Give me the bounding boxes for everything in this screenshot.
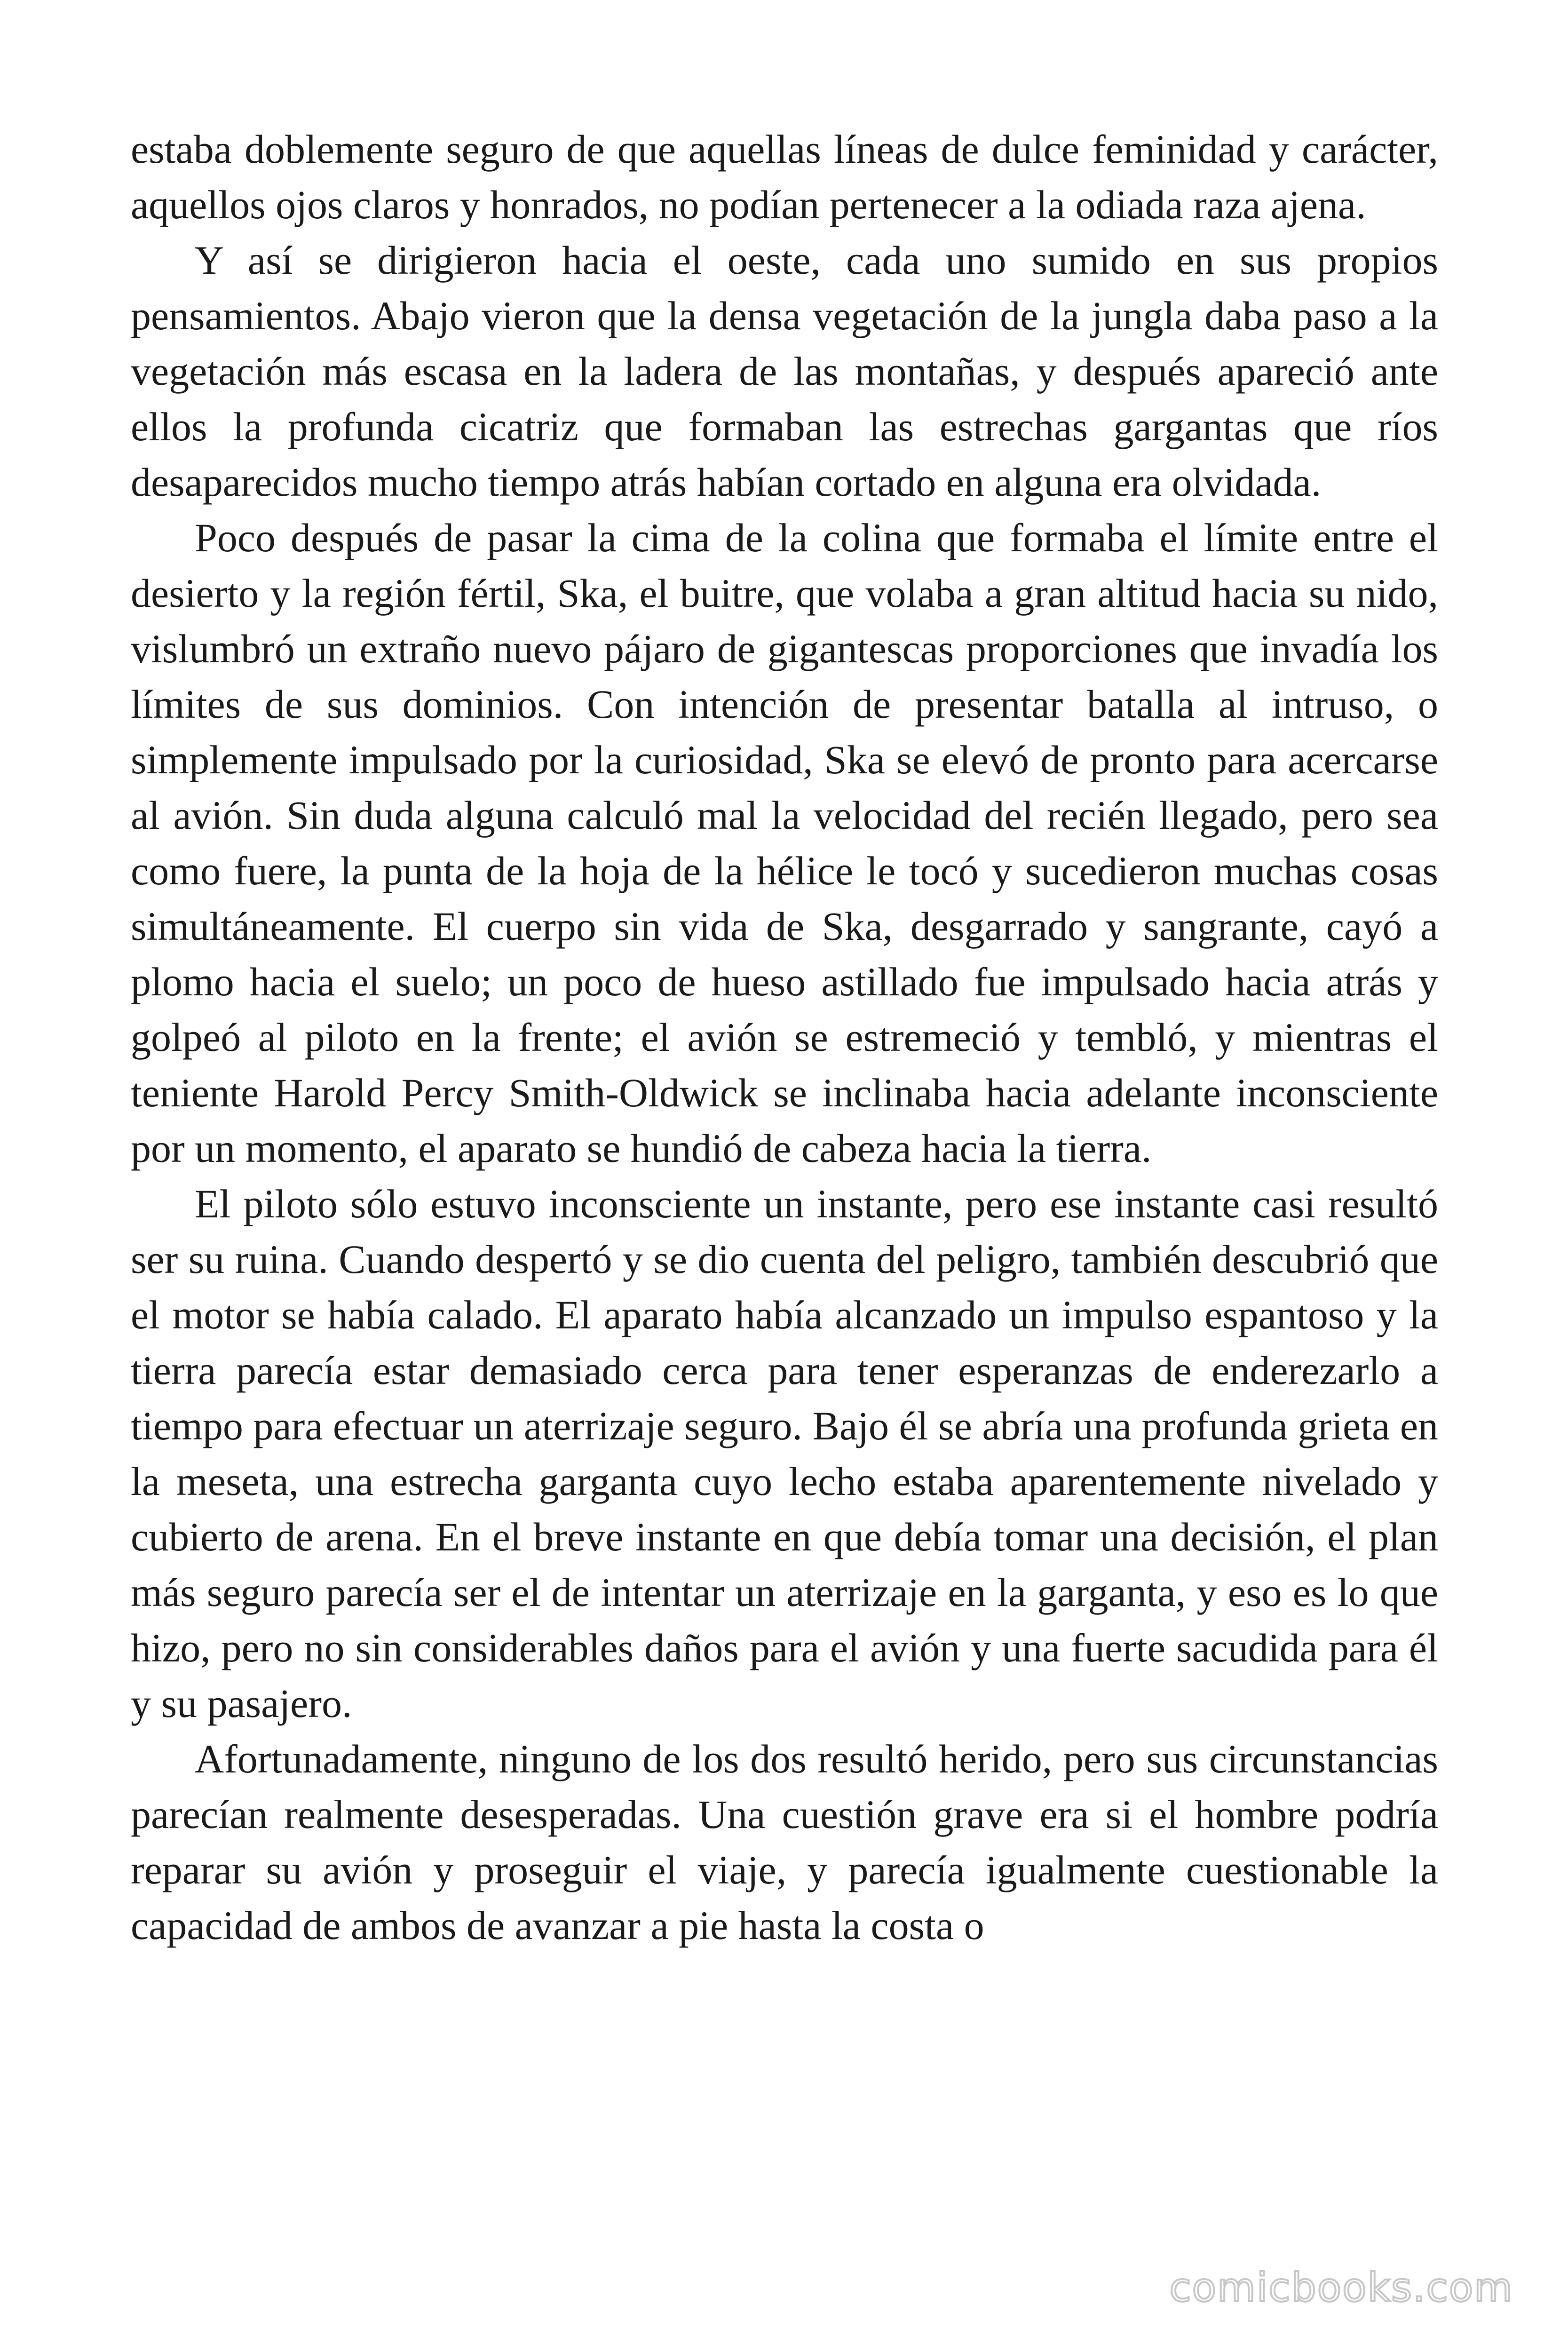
paragraph-1: estaba doblemente seguro de que aquellas líneas de dulce feminidad y carácter, aquellos ojos claros y honrados, no podían pertenecer a la odiada raza ajena.	[131, 127, 1438, 227]
paragraph-4: El piloto sólo estuvo inconsciente un instante, pero ese instante casi resultó ser su ruina. Cuando despertó y se dio cuenta del peligro, también descubrió que el motor se había calado. El aparato había alcanzado un impulso espantoso y la tierra parecía estar demasiado cerca para tener esperanzas de enderezarlo a tiempo para efectuar un aterrizaje seguro. Bajo él se abría una profunda grieta en la meseta, una estrecha garganta cuyo lecho estaba aparentemente nivelado y cubierto de arena. En el breve instante en que debía tomar una decisión, el plan más seguro parecía ser el de intentar un aterrizaje en la garganta, y eso es lo que hizo, pero no sin considerables daños para el avión y una fuerte sacudida para él y su pasajero.	[131, 1181, 1438, 1726]
body-text	[131, 121, 1438, 1953]
paragraph-3: Poco después de pasar la cima de la colina que formaba el límite entre el desierto y la región fértil, Ska, el buitre, que volaba a gran altitud hacia su nido, vislumbró un extraño nuevo pájaro de gigantescas proporciones que invadía los límites de sus dominios. Con intención de presentar batalla al intruso, o simplemente impulsado por la curiosidad, Ska se elevó de pronto para acercarse al avión. Sin duda alguna calculó mal la velocidad del recién llegado, pero sea como fuere, la punta de la hoja de la hélice le tocó y sucedieron muchas cosas simultáneamente. El cuerpo sin vida de Ska, desgarrado y sangrante, cayó a plomo hacia el suelo; un poco de hueso astillado fue impulsado hacia atrás y golpeó al piloto en la frente; el avión se estremeció y tembló, y mientras el teniente Harold Percy Smith-Oldwick se inclinaba hacia adelante inconsciente por un momento, el aparato se hundió de cabeza hacia la tierra.	[131, 515, 1438, 1171]
paragraph-5: Afortunadamente, ninguno de los dos resultó herido, pero sus circunstancias parecían realmente desesperadas. Una cuestión grave era si el hombre podría reparar su avión y proseguir el viaje, y parecía igualmente cuestionable la capacidad de ambos de avanzar a pie hasta la costa o	[131, 1736, 1438, 1948]
watermark: comicbooks.com	[1169, 2265, 1513, 2311]
paragraph-2: Y así se dirigieron hacia el oeste, cada uno sumido en sus propios pensamientos. Abajo vieron que la densa vegetación de la jungla daba paso a la vegetación más escasa en la ladera de las montañas, y después apareció ante ellos la profunda cicatriz que formaban las estrechas gargantas que ríos desaparecidos mucho tiempo atrás habían cortado en alguna era olvidada.	[131, 238, 1438, 505]
